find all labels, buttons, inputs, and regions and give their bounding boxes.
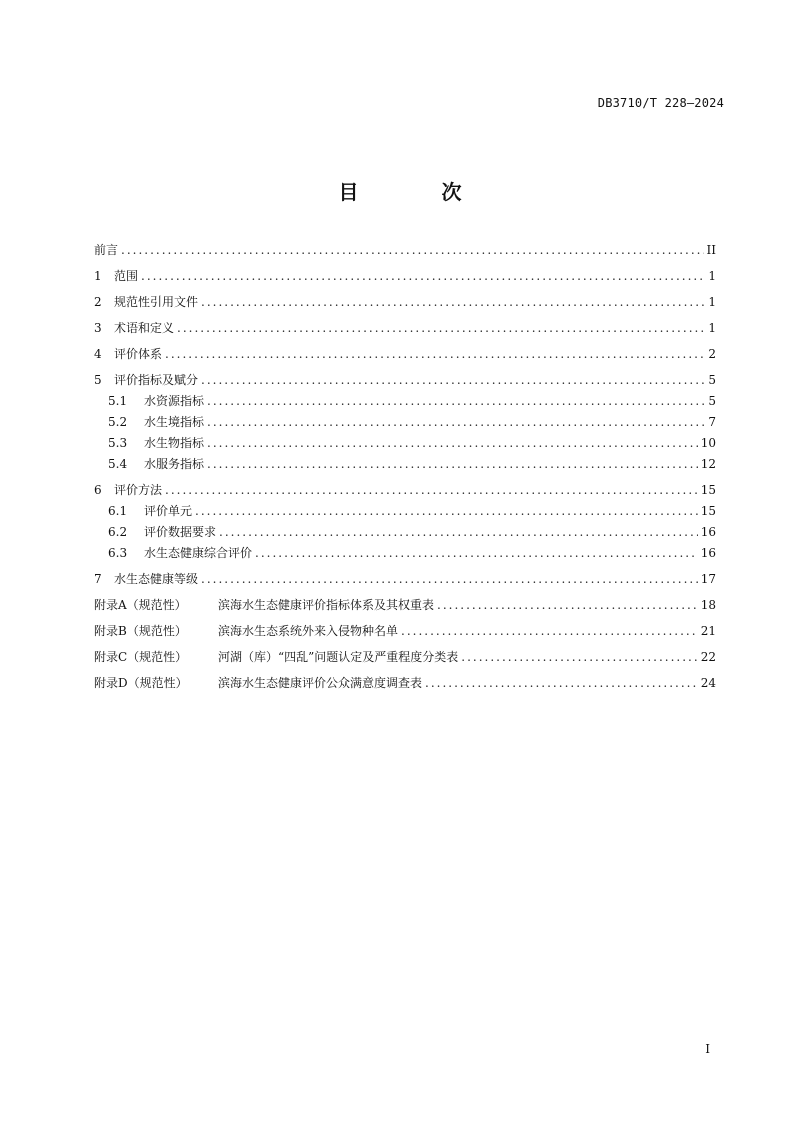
toc-entry-3[interactable]	[94, 318, 716, 339]
toc-leader-dots	[437, 595, 698, 616]
toc-entry-text: 水生境指标	[144, 415, 205, 429]
toc-entry-page: 5	[708, 394, 716, 408]
toc-entry-page: 15	[700, 483, 716, 497]
toc-entry-page: 1	[708, 321, 716, 335]
toc-entry-text: 滨海水生态系统外来入侵物种名单	[218, 624, 399, 638]
toc-entry-number: 2	[94, 295, 102, 309]
toc-leader-dots	[219, 522, 698, 543]
toc-entry-page: 2	[708, 347, 716, 361]
toc-entry-7[interactable]	[94, 569, 716, 590]
toc-entry-number: 5.3	[108, 436, 128, 450]
toc-entry-page: 7	[708, 415, 716, 429]
toc-entry-text: 滨海水生态健康评价公众满意度调查表	[218, 676, 423, 690]
toc-entry-page: 22	[700, 650, 716, 664]
toc-entry-text: 评价体系	[114, 347, 163, 361]
table-of-contents	[94, 240, 716, 694]
toc-leader-dots	[165, 480, 698, 501]
toc-entry-5-2[interactable]	[94, 412, 716, 433]
toc-entry-text: 水资源指标	[144, 394, 205, 408]
toc-entry-text: 评价方法	[114, 483, 163, 497]
toc-entry-number: 5	[94, 373, 102, 387]
toc-entry-text: 评价指标及赋分	[114, 373, 199, 387]
toc-entry-text: 规范性引用文件	[114, 295, 199, 309]
toc-entry-appendix-a[interactable]	[94, 595, 716, 616]
toc-entry-4[interactable]	[94, 344, 716, 365]
toc-entry-number: 7	[94, 572, 102, 586]
toc-entry-text: 水生物指标	[144, 436, 205, 450]
toc-entry-page: 17	[700, 572, 716, 586]
toc-leader-dots	[461, 647, 697, 668]
toc-entry-number: 附录D（规范性）	[94, 676, 188, 690]
toc-entry-page: 21	[700, 624, 716, 638]
toc-entry-text: 评价数据要求	[144, 525, 217, 539]
toc-entry-appendix-c[interactable]	[94, 647, 716, 668]
toc-leader-dots	[425, 673, 698, 694]
doc-code: DB3710/T 228—2024	[597, 96, 724, 110]
toc-entry-text: 范围	[114, 269, 139, 283]
toc-entry-number: 附录C（规范性）	[94, 650, 188, 664]
toc-entry-6-2[interactable]	[94, 522, 716, 543]
toc-leader-dots	[195, 501, 698, 522]
toc-leader-dots	[207, 412, 705, 433]
toc-entry-page: 15	[700, 504, 716, 518]
toc-entry-page: 24	[700, 676, 716, 690]
toc-entry-number: 附录B（规范性）	[94, 624, 187, 638]
toc-entry-text: 河湖（库）“四乱”问题认定及严重程度分类表	[218, 650, 459, 664]
toc-entry-number: 5.4	[108, 457, 128, 471]
toc-leader-dots	[177, 318, 705, 339]
toc-entry-text: 水服务指标	[144, 457, 205, 471]
toc-leader-dots	[207, 433, 698, 454]
toc-leader-dots	[401, 621, 698, 642]
toc-leader-dots	[201, 292, 705, 313]
toc-entry-6-3[interactable]	[94, 543, 716, 564]
toc-entry-number: 6.1	[108, 504, 128, 518]
toc-entry-foreword[interactable]	[94, 240, 716, 261]
toc-entry-appendix-b[interactable]	[94, 621, 716, 642]
toc-entry-text: 前言	[94, 243, 119, 257]
toc-entry-5-1[interactable]	[94, 391, 716, 412]
toc-entry-number: 4	[94, 347, 102, 361]
toc-entry-6-1[interactable]	[94, 501, 716, 522]
toc-entry-number: 5.1	[108, 394, 128, 408]
toc-leader-dots	[207, 391, 705, 412]
toc-entry-page: 12	[700, 457, 716, 471]
toc-entry-5-3[interactable]	[94, 433, 716, 454]
toc-leader-dots	[141, 266, 705, 287]
toc-entry-number: 3	[94, 321, 102, 335]
toc-entry-text: 滨海水生态健康评价指标体系及其权重表	[218, 598, 435, 612]
toc-entry-page: 1	[708, 295, 716, 309]
toc-entry-1[interactable]	[94, 266, 716, 287]
toc-entry-page: 18	[700, 598, 716, 612]
toc-entry-page: II	[706, 243, 716, 257]
toc-leader-dots	[121, 240, 704, 261]
page-number: I	[705, 1042, 710, 1056]
toc-entry-appendix-d[interactable]	[94, 673, 716, 694]
toc-leader-dots	[201, 370, 705, 391]
toc-entry-number: 1	[94, 269, 102, 283]
toc-entry-page: 16	[700, 546, 716, 560]
toc-entry-page: 5	[708, 373, 716, 387]
toc-entry-5-4[interactable]	[94, 454, 716, 475]
toc-entry-number: 附录A（规范性）	[94, 598, 187, 612]
toc-entry-number: 5.2	[108, 415, 128, 429]
toc-entry-text: 评价单元	[144, 504, 193, 518]
toc-entry-number: 6.3	[108, 546, 128, 560]
toc-entry-page: 10	[700, 436, 716, 450]
toc-entry-page: 1	[708, 269, 716, 283]
toc-entry-page: 16	[700, 525, 716, 539]
toc-entry-2[interactable]	[94, 292, 716, 313]
toc-entry-5[interactable]	[94, 370, 716, 391]
toc-entry-text: 水生态健康综合评价	[144, 546, 253, 560]
toc-entry-number: 6.2	[108, 525, 128, 539]
toc-leader-dots	[255, 543, 698, 564]
toc-entry-6[interactable]	[94, 480, 716, 501]
toc-leader-dots	[207, 454, 698, 475]
page-title: 目 次	[338, 180, 500, 204]
toc-entry-number: 6	[94, 483, 102, 497]
toc-leader-dots	[165, 344, 705, 365]
toc-entry-text: 术语和定义	[114, 321, 175, 335]
toc-entry-text: 水生态健康等级	[114, 572, 199, 586]
toc-leader-dots	[201, 569, 698, 590]
